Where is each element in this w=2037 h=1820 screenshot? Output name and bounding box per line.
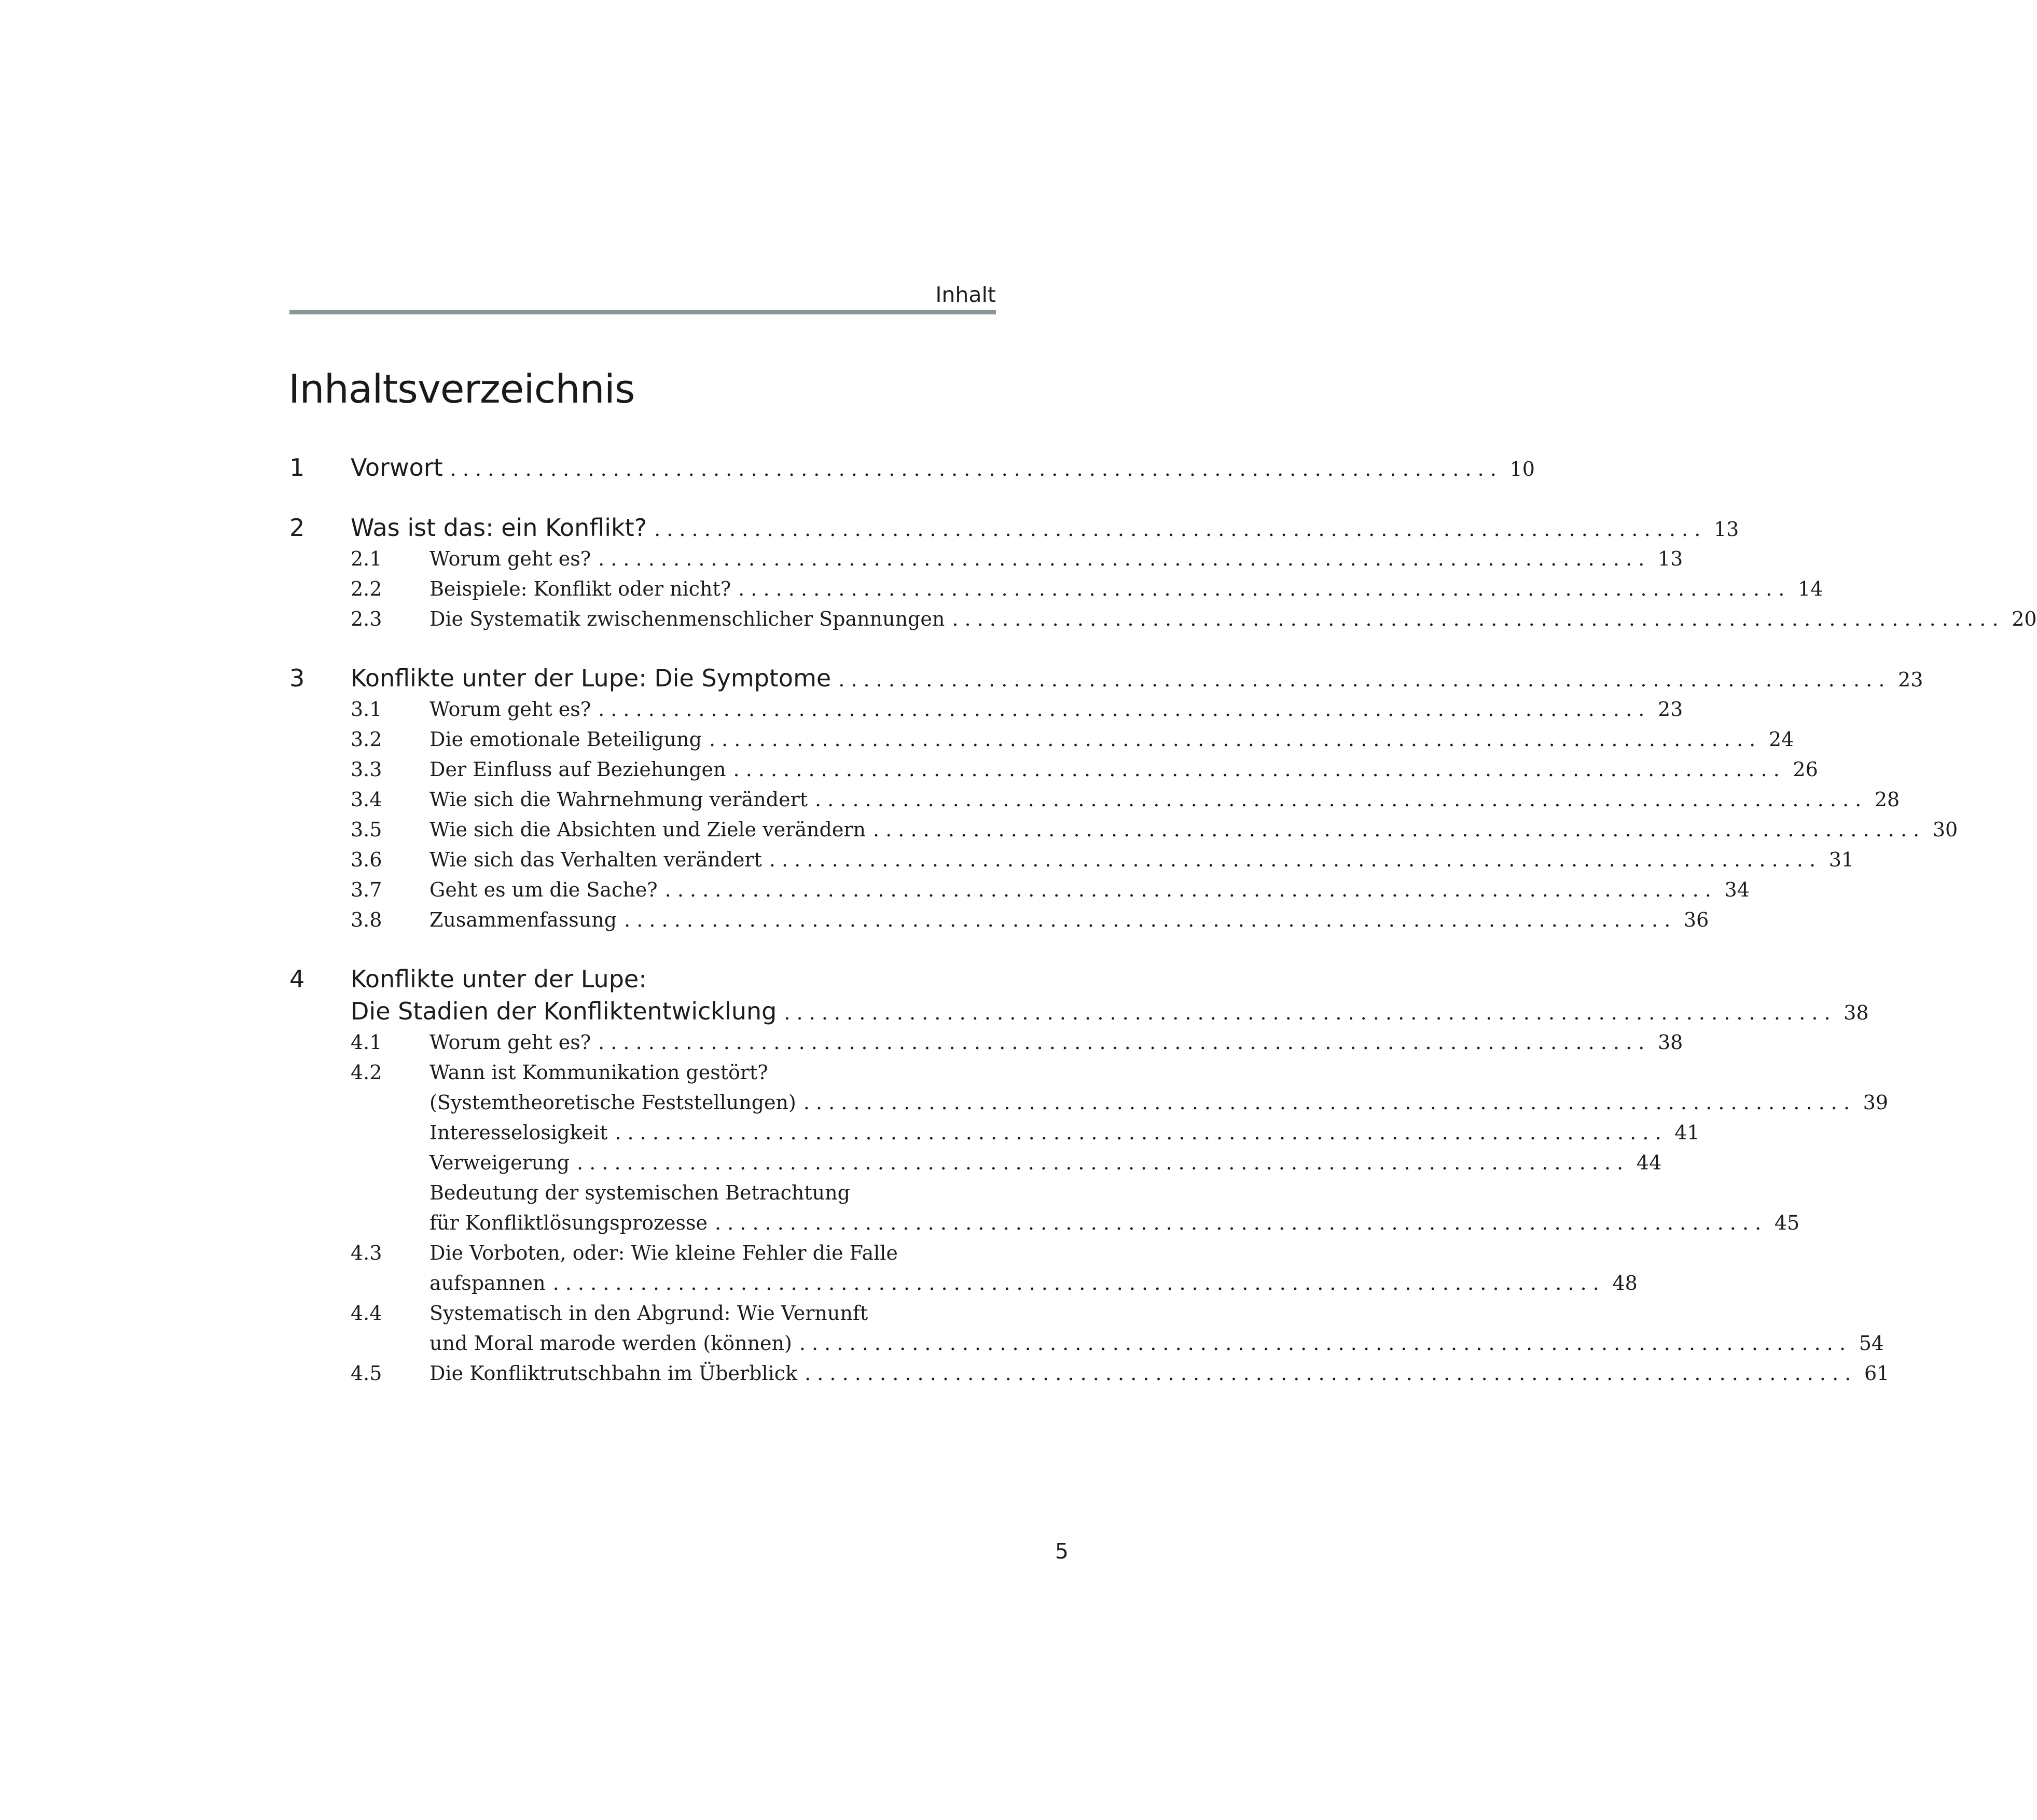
toc-page: 61 — [1864, 1362, 1890, 1385]
toc-page: 38 — [1844, 1001, 1869, 1024]
toc-section-4-1[interactable] — [289, 1027, 1683, 1057]
toc-number: 3.7 — [351, 878, 382, 901]
dot-leader — [945, 604, 1998, 634]
toc-title: Die Konfliktrutschbahn im Überblick — [429, 1362, 798, 1385]
toc-title-line-1: Die Vorboten, oder: Wie kleine Fehler die Falle — [429, 1242, 898, 1264]
dot-leader — [792, 1328, 1846, 1358]
toc-title-line-2: Die Stadien der Konfliktentwicklung — [351, 997, 777, 1025]
dot-leader — [591, 1027, 1644, 1057]
toc-title: Interesselosigkeit — [429, 1121, 608, 1144]
toc-number: 3.6 — [351, 848, 382, 871]
toc-chapter-1[interactable] — [289, 451, 1535, 484]
toc-subsection-bedeutung-continued[interactable] — [429, 1208, 1800, 1238]
dot-leader — [866, 815, 1919, 845]
toc-number: 2 — [289, 514, 305, 542]
toc-page: 31 — [1828, 848, 1854, 871]
dot-leader — [546, 1268, 1599, 1298]
toc-number: 3.1 — [351, 698, 382, 721]
page-number: 5 — [1055, 1539, 1069, 1564]
toc-page: 26 — [1793, 758, 1818, 781]
toc-title: Konflikte unter der Lupe: Die Symptome — [351, 664, 832, 692]
toc-number: 4.5 — [351, 1362, 382, 1385]
toc-section-3-8[interactable] — [289, 905, 1709, 935]
toc-number: 4.1 — [351, 1031, 382, 1054]
toc-title: Zusammenfassung — [429, 908, 617, 931]
toc-number: 4.2 — [351, 1061, 382, 1084]
toc-number: 3.5 — [351, 818, 382, 841]
toc-chapter-3[interactable] — [289, 662, 1923, 694]
toc-section-4-3-continued[interactable] — [429, 1268, 1638, 1298]
toc-chapter-2[interactable] — [289, 512, 1739, 544]
dot-leader — [831, 664, 1884, 696]
toc-title: Worum geht es? — [429, 547, 591, 570]
toc-page: 39 — [1863, 1091, 1889, 1114]
dot-leader — [726, 754, 1780, 784]
toc-page: 10 — [1509, 458, 1535, 480]
toc-subsection-interesselosigkeit[interactable] — [429, 1118, 1700, 1148]
toc-number: 3.8 — [351, 908, 382, 931]
toc-page: 48 — [1612, 1272, 1638, 1294]
toc-page: 14 — [1797, 577, 1823, 600]
toc-section-4-3[interactable] — [289, 1238, 996, 1268]
toc-title-line-2: (Systemtheoretische Feststellungen) — [429, 1091, 796, 1114]
dot-leader — [647, 513, 1700, 545]
toc-title: Beispiele: Konflikt oder nicht? — [429, 577, 731, 600]
toc-subsection-verweigerung[interactable] — [429, 1148, 1662, 1178]
toc-page: 13 — [1713, 518, 1739, 541]
toc-number: 2.1 — [351, 547, 382, 570]
toc-number: 4.3 — [351, 1242, 382, 1264]
toc-section-4-2-continued[interactable] — [429, 1087, 1889, 1118]
toc-page: 44 — [1636, 1151, 1662, 1174]
toc-subsection-bedeutung[interactable] — [429, 1178, 996, 1208]
toc-chapter-4[interactable] — [289, 963, 996, 995]
dot-leader — [702, 724, 1755, 754]
toc-number: 3.4 — [351, 788, 382, 811]
toc-section-2-3[interactable] — [289, 604, 2037, 634]
toc-title: Wie sich die Absichten und Ziele verändern — [429, 818, 866, 841]
toc-number: 3.2 — [351, 728, 382, 751]
toc-page: 41 — [1674, 1121, 1700, 1144]
header-rule — [289, 310, 996, 314]
toc-title: Was ist das: ein Konflikt? — [351, 514, 647, 542]
toc-title: Die Systematik zwischenmenschlicher Spannungen — [429, 608, 945, 630]
toc-title: Der Einfluss auf Beziehungen — [429, 758, 726, 781]
toc-title: Die emotionale Beteiligung — [429, 728, 702, 751]
dot-leader — [708, 1208, 1761, 1238]
toc-title-line-1: Bedeutung der systemischen Betrachtung — [429, 1181, 850, 1204]
toc-number: 4.4 — [351, 1302, 382, 1325]
toc-section-3-5[interactable] — [289, 815, 1958, 845]
toc-page: 20 — [2012, 608, 2037, 630]
toc-section-4-2[interactable] — [289, 1057, 996, 1087]
dot-leader — [443, 453, 1496, 485]
table-of-contents — [289, 451, 2037, 1388]
dot-leader — [658, 875, 1711, 905]
toc-title: Worum geht es? — [429, 698, 591, 721]
toc-title-line-2: für Konfliktlösungsprozesse — [429, 1211, 708, 1234]
toc-section-3-6[interactable] — [289, 845, 1854, 875]
dot-leader — [617, 905, 1670, 935]
toc-number: 2.3 — [351, 608, 382, 630]
dot-leader — [762, 845, 1816, 875]
dot-leader — [808, 784, 1861, 815]
toc-title-line-1: Konflikte unter der Lupe: — [351, 965, 647, 993]
toc-number: 1 — [289, 453, 305, 481]
dot-leader — [731, 574, 1784, 604]
toc-page: 24 — [1768, 728, 1794, 751]
toc-page: 36 — [1683, 908, 1709, 931]
toc-page: 13 — [1657, 547, 1683, 570]
toc-number: 3.3 — [351, 758, 382, 781]
toc-title-line-1: Wann ist Kommunikation gestört? — [429, 1061, 768, 1084]
toc-chapter-4-continued[interactable] — [351, 995, 1869, 1027]
toc-page: 38 — [1657, 1031, 1683, 1054]
page-title: Inhaltsverzeichnis — [288, 366, 635, 412]
toc-title: Geht es um die Sache? — [429, 878, 658, 901]
toc-page: 45 — [1774, 1211, 1800, 1234]
toc-number: 4 — [289, 965, 305, 993]
dot-leader — [777, 997, 1830, 1029]
toc-section-2-1[interactable] — [289, 544, 1683, 574]
dot-leader — [570, 1148, 1623, 1178]
toc-title: Wie sich das Verhalten verändert — [429, 848, 762, 871]
dot-leader — [607, 1118, 1661, 1148]
toc-section-3-3[interactable] — [289, 754, 1818, 784]
toc-section-3-2[interactable] — [289, 724, 1794, 754]
toc-page: 28 — [1874, 788, 1900, 811]
toc-title: Vorwort — [351, 453, 443, 481]
toc-section-4-4[interactable] — [289, 1298, 996, 1328]
dot-leader — [796, 1087, 1850, 1118]
toc-section-4-5[interactable] — [289, 1358, 1890, 1388]
dot-leader — [797, 1358, 1851, 1388]
toc-title: Verweigerung — [429, 1151, 570, 1174]
toc-section-3-4[interactable] — [289, 784, 1900, 815]
toc-section-3-1[interactable] — [289, 694, 1683, 724]
dot-leader — [591, 694, 1644, 724]
toc-section-3-7[interactable] — [289, 875, 1750, 905]
toc-page: 34 — [1724, 878, 1750, 901]
toc-page: 30 — [1932, 818, 1958, 841]
toc-section-4-4-continued[interactable] — [429, 1328, 1884, 1358]
toc-page: 23 — [1657, 698, 1683, 721]
dot-leader — [591, 544, 1644, 574]
toc-number: 2.2 — [351, 577, 382, 600]
toc-title-line-2: aufspannen — [429, 1272, 546, 1294]
toc-title: Worum geht es? — [429, 1031, 591, 1054]
toc-title: Wie sich die Wahrnehmung verändert — [429, 788, 808, 811]
toc-title-line-1: Systematisch in den Abgrund: Wie Vernunft — [429, 1302, 868, 1325]
toc-page: 23 — [1898, 668, 1923, 691]
toc-title-line-2: und Moral marode werden (können) — [429, 1332, 792, 1355]
toc-page: 54 — [1859, 1332, 1884, 1355]
toc-number: 3 — [289, 664, 305, 692]
toc-section-2-2[interactable] — [289, 574, 1823, 604]
running-header: Inhalt — [935, 282, 996, 307]
